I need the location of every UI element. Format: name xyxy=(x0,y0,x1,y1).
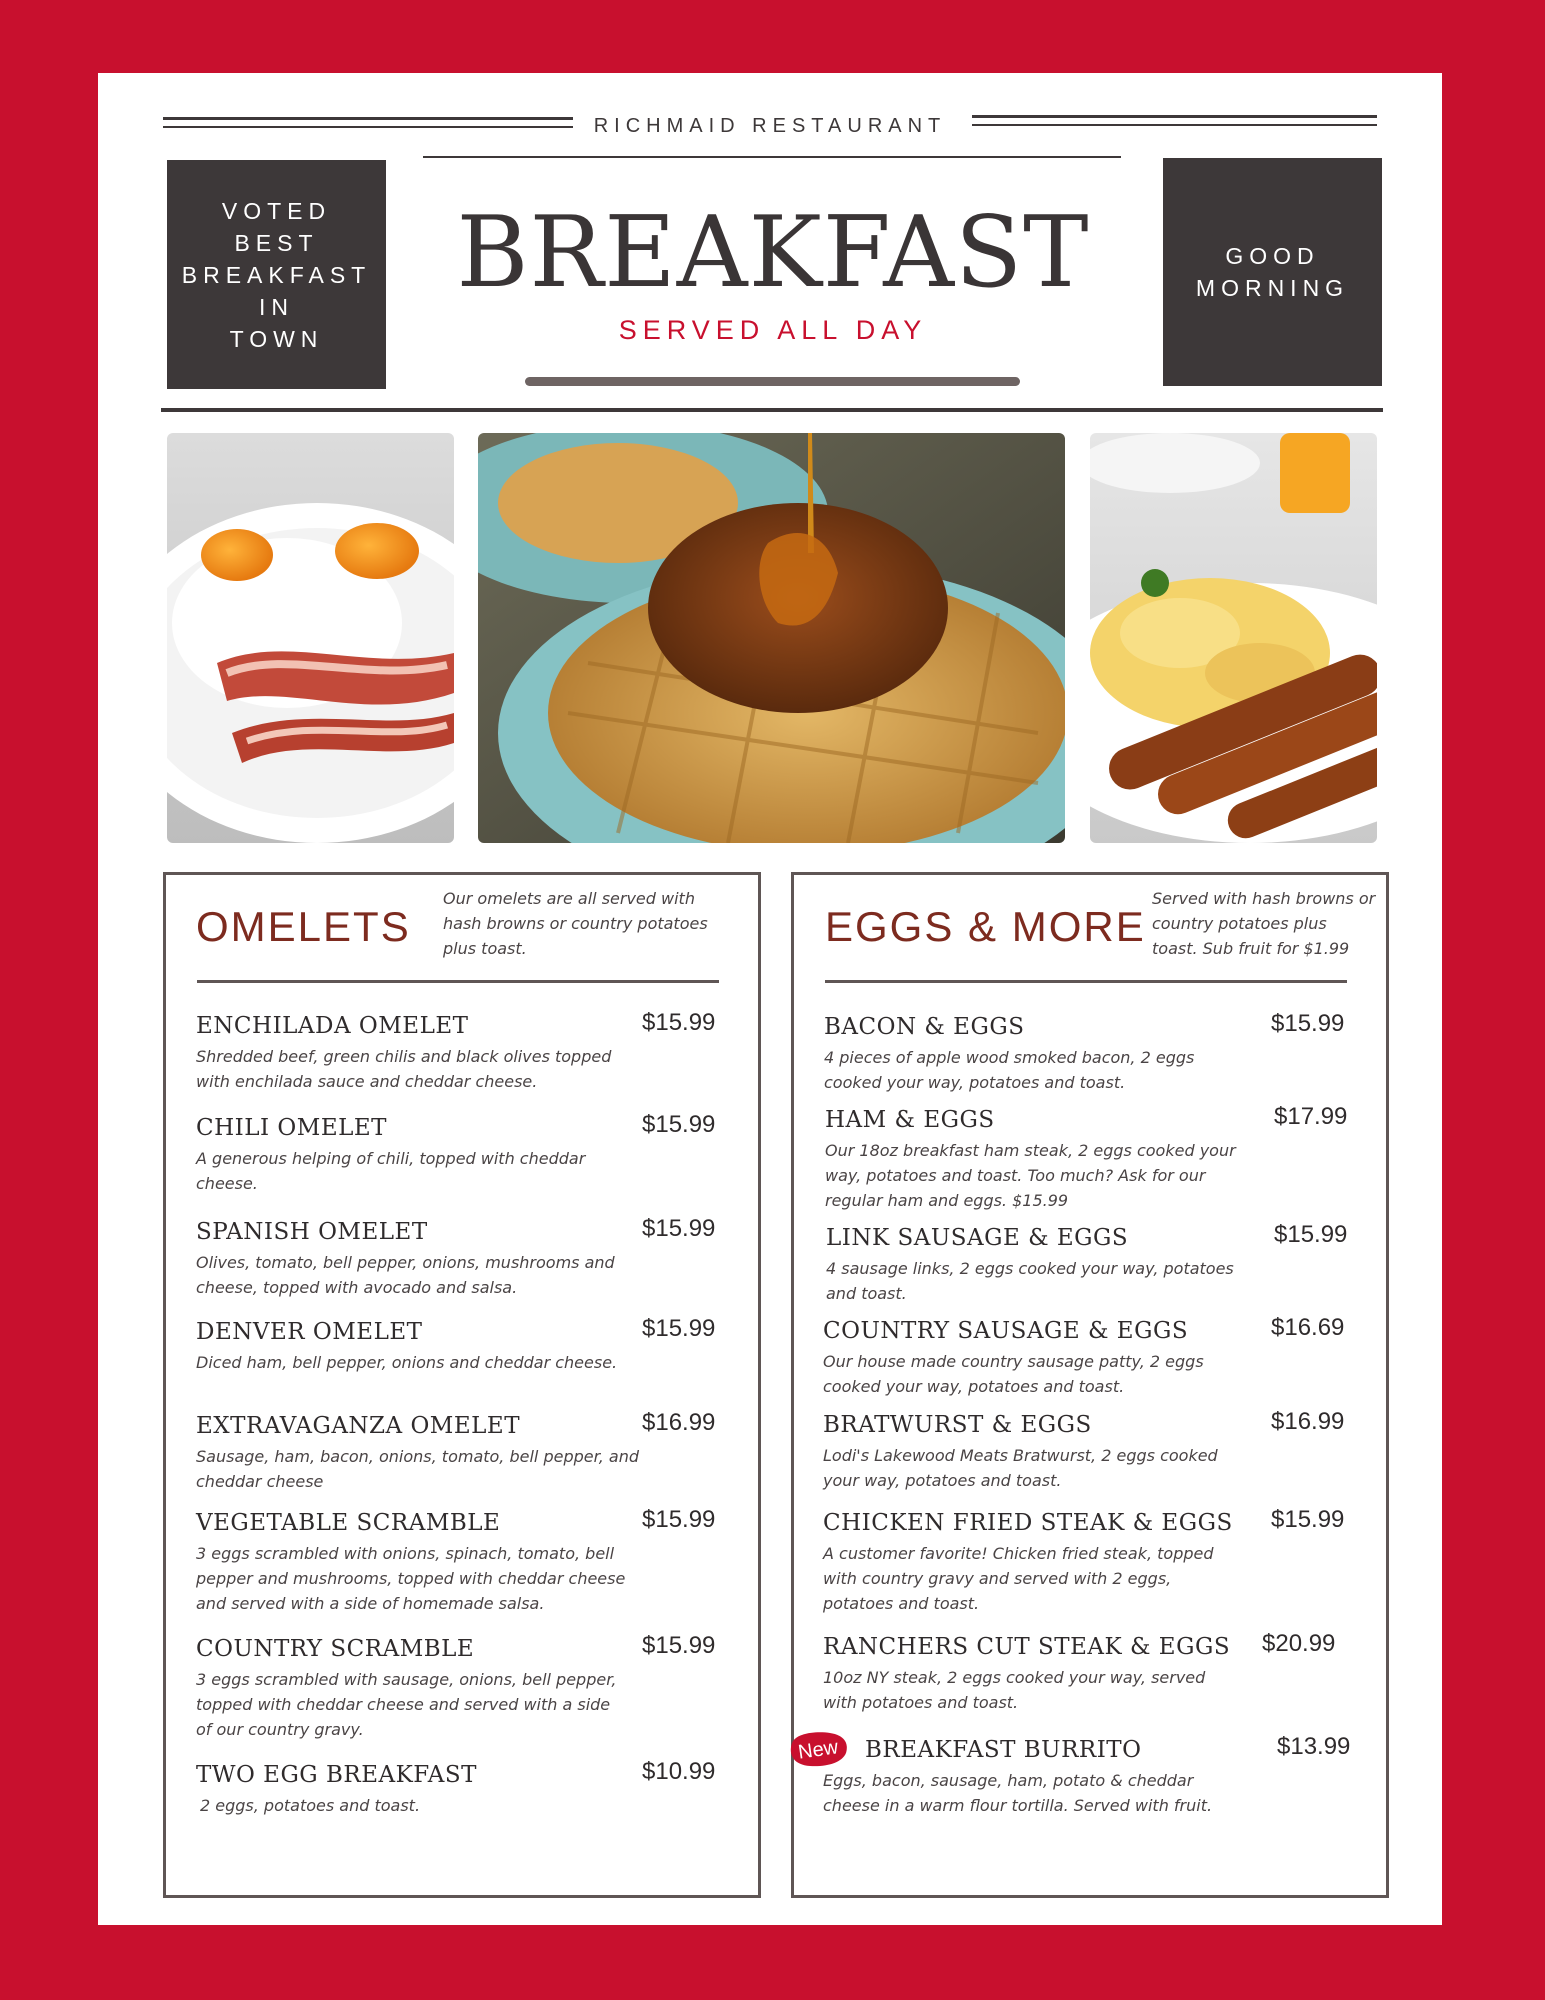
item-name: HAM & EGGS xyxy=(825,1107,995,1133)
item-price: $16.99 xyxy=(642,1409,716,1436)
eggs-note: Served with hash browns or country potatoes plus toast. Sub fruit for $1.99 xyxy=(1152,889,1376,958)
photo-sausage-scramble xyxy=(1090,433,1377,843)
item-desc: 4 sausage links, 2 eggs cooked your way, potatoes and toast. xyxy=(826,1259,1234,1303)
item-desc: A customer favorite! Chicken fried steak, topped with country gravy and served with 2 eggs, potatoes and toast. xyxy=(823,1544,1214,1613)
badge-line: BREAKFAST xyxy=(181,261,372,288)
item-name: DENVER OMELET xyxy=(196,1319,423,1345)
badge-line: GOOD xyxy=(1225,243,1320,269)
new-badge xyxy=(786,1729,850,1769)
item-name: CHICKEN FRIED STEAK & EGGS xyxy=(823,1510,1233,1536)
item-price: $15.99 xyxy=(642,1215,716,1242)
item-name: TWO EGG BREAKFAST xyxy=(196,1762,477,1788)
header-rule-left-top xyxy=(163,117,573,120)
item-desc: 3 eggs scrambled with onions, spinach, tomato, bell pepper and mushrooms, topped with cheddar cheese and served with a side of homemade salsa. xyxy=(196,1544,626,1613)
item-price: $13.99 xyxy=(1277,1733,1351,1760)
item-name: SPANISH OMELET xyxy=(196,1219,428,1245)
item-name: BACON & EGGS xyxy=(824,1014,1025,1040)
item-name: RANCHERS CUT STEAK & EGGS xyxy=(823,1634,1231,1660)
photo-chicken-waffles xyxy=(478,433,1065,843)
item-price: $10.99 xyxy=(642,1758,716,1785)
item-price: $16.99 xyxy=(1271,1408,1345,1435)
omelets-rule xyxy=(197,980,719,983)
item-name: LINK SAUSAGE & EGGS xyxy=(826,1225,1129,1251)
voted-best-badge xyxy=(167,160,386,389)
item-name: BREAKFAST BURRITO xyxy=(865,1737,1142,1763)
header-divider xyxy=(161,408,1383,412)
item-desc: Our house made country sausage patty, 2 eggs cooked your way, potatoes and toast. xyxy=(823,1352,1204,1396)
item-name: CHILI OMELET xyxy=(196,1115,388,1141)
item-price: $15.99 xyxy=(642,1632,716,1659)
item-price: $15.99 xyxy=(642,1506,716,1533)
item-desc: Eggs, bacon, sausage, ham, potato & cheddar cheese in a warm flour tortilla. Served with fruit. xyxy=(823,1771,1213,1815)
omelets-note: Our omelets are all served with hash browns or country potatoes plus toast. xyxy=(443,889,708,958)
good-morning-badge xyxy=(1163,158,1382,386)
item-name: COUNTRY SCRAMBLE xyxy=(196,1636,475,1662)
item-name: VEGETABLE SCRAMBLE xyxy=(196,1510,501,1536)
item-price: $15.99 xyxy=(642,1315,716,1342)
item-desc: Our 18oz breakfast ham steak, 2 eggs cooked your way, potatoes and toast. Too much? Ask for our regular ham and eggs. $15.99 xyxy=(825,1141,1236,1210)
item-name: COUNTRY SAUSAGE & EGGS xyxy=(823,1318,1189,1344)
page-subtitle: SERVED ALL DAY xyxy=(618,315,928,345)
eggs-rule xyxy=(825,980,1347,983)
omelets-title: OMELETS xyxy=(196,903,411,950)
header-rule-right-bottom xyxy=(972,124,1377,126)
item-price: $20.99 xyxy=(1262,1630,1336,1657)
item-desc: 10oz NY steak, 2 eggs cooked your way, served with potatoes and toast. xyxy=(823,1668,1206,1712)
item-desc: Olives, tomato, bell pepper, onions, mushrooms and cheese, topped with avocado and salsa. xyxy=(196,1253,615,1297)
item-desc: 3 eggs scrambled with sausage, onions, bell pepper, topped with cheddar cheese and served with a side of our country gravy. xyxy=(196,1670,617,1739)
item-name: EXTRAVAGANZA OMELET xyxy=(196,1413,521,1439)
item-price: $17.99 xyxy=(1274,1103,1348,1130)
item-desc: Lodi's Lakewood Meats Bratwurst, 2 eggs cooked your way, potatoes and toast. xyxy=(823,1446,1218,1490)
item-price: $15.99 xyxy=(642,1009,716,1036)
title-top-rule xyxy=(423,156,1121,158)
header-rule-left-bottom xyxy=(163,126,573,128)
restaurant-name: RICHMAID RESTAURANT xyxy=(593,115,947,137)
item-desc: 2 eggs, potatoes and toast. xyxy=(200,1796,421,1815)
item-price: $15.99 xyxy=(642,1111,716,1138)
title-underline xyxy=(525,377,1020,386)
eggs-title: EGGS & MORE xyxy=(825,903,1146,950)
item-desc: Sausage, ham, bacon, onions, tomato, bell pepper, and cheddar cheese xyxy=(196,1447,639,1491)
item-desc: Diced ham, bell pepper, onions and cheddar cheese. xyxy=(196,1353,618,1372)
item-price: $15.99 xyxy=(1274,1221,1348,1248)
item-name: ENCHILADA OMELET xyxy=(196,1013,469,1039)
item-desc: A generous helping of chili, topped with cheddar cheese. xyxy=(196,1149,586,1193)
item-price: $15.99 xyxy=(1271,1010,1345,1037)
badge-line: TOWN xyxy=(229,325,324,352)
item-desc: 4 pieces of apple wood smoked bacon, 2 eggs cooked your way, potatoes and toast. xyxy=(824,1048,1195,1092)
badge-line: VOTED xyxy=(221,197,332,224)
photo-eggs-bacon xyxy=(167,433,454,843)
badge-line: MORNING xyxy=(1195,275,1350,301)
new-badge-label: New xyxy=(796,1736,840,1764)
item-price: $16.69 xyxy=(1271,1314,1345,1341)
item-price: $15.99 xyxy=(1271,1506,1345,1533)
badge-line: BEST xyxy=(234,229,319,256)
item-name: BRATWURST & EGGS xyxy=(823,1412,1092,1438)
page-title: BREAKFAST xyxy=(456,196,1090,310)
badge-line: IN xyxy=(258,293,294,320)
header-rule-right-top xyxy=(972,115,1377,118)
item-desc: Shredded beef, green chilis and black olives topped with enchilada sauce and cheddar cheese. xyxy=(196,1047,612,1091)
